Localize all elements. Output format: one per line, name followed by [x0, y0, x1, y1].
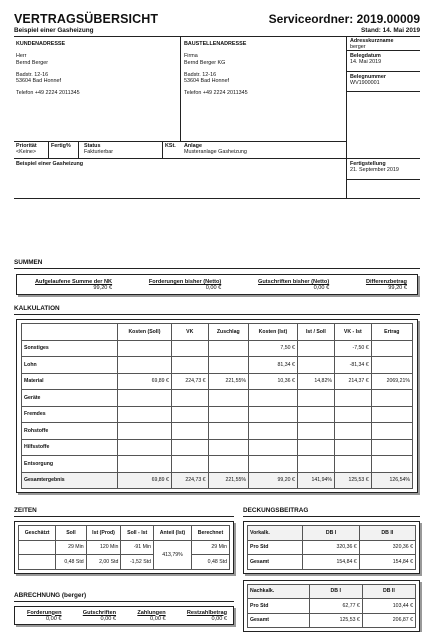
table-row: Gesamt 154,84 € 154,84 € — [248, 555, 416, 570]
calculation-box — [16, 319, 418, 493]
table-cell — [297, 390, 334, 407]
table-cell: 221,55% — [208, 373, 248, 390]
row-label: Lohn — [22, 357, 118, 374]
table-row — [22, 340, 413, 357]
site-address-line: Bernd Berger KG — [184, 60, 344, 66]
site-address-label: BAUSTELLENADRESSE — [184, 41, 344, 47]
site-address-line: Firma — [184, 53, 344, 59]
postcalc-table: Nachkalk. DB I DB II Pro Std 62,77 € 103,44 € Gesamt 125,53 € 206,87 € — [247, 584, 416, 629]
table-cell: 126,54% — [371, 472, 412, 489]
sum-item: Differenzbetrag 99,20 € — [366, 279, 407, 291]
site-address-line: 53604 Bad Honnef — [184, 78, 344, 84]
table-cell — [171, 406, 208, 423]
table-cell — [208, 423, 248, 440]
table-cell — [334, 439, 371, 456]
table-cell — [171, 340, 208, 357]
table-cell — [208, 390, 248, 407]
table-cell — [297, 423, 334, 440]
installation-label: Anlage — [184, 143, 247, 149]
customer-phone: Telefon +49 2224 2011345 — [16, 90, 176, 96]
table-cell — [334, 423, 371, 440]
row-label: Geräte — [22, 390, 118, 407]
table-row — [22, 406, 413, 423]
table-row — [22, 390, 413, 407]
calculation-table — [21, 323, 413, 489]
priority-field — [16, 143, 37, 156]
table-cell — [171, 357, 208, 374]
table-row — [22, 456, 413, 473]
table-cell — [371, 456, 412, 473]
table-cell — [249, 390, 298, 407]
table-row: Pro Std 62,77 € 103,44 € — [248, 599, 416, 614]
table-cell — [334, 406, 371, 423]
row-label: Sonstiges — [22, 340, 118, 357]
completion-field — [350, 161, 420, 174]
times-box — [14, 521, 234, 574]
table-cell — [249, 456, 298, 473]
table-cell — [371, 439, 412, 456]
table-cell: 14,82% — [297, 373, 334, 390]
customer-address-line: Bernd Berger — [16, 60, 176, 66]
status-label: Status — [84, 143, 113, 149]
document-number-label: Belegnummer — [350, 74, 420, 80]
site-address-line: Badstr. 12-16 — [184, 72, 344, 78]
progress-label: Fertig% — [51, 143, 71, 149]
priority-value: <Keine> — [16, 149, 37, 155]
table-cell — [371, 406, 412, 423]
short-name-value: berger — [350, 44, 420, 50]
table-cell — [208, 357, 248, 374]
order-number: Serviceordner: 2019.00009 — [269, 12, 420, 26]
billing-section-title: ABRECHNUNG (berger) — [14, 592, 234, 599]
table-cell — [371, 390, 412, 407]
table-cell: 99,20 € — [249, 472, 298, 489]
table-cell — [171, 390, 208, 407]
times-section-title: ZEITEN — [14, 507, 234, 514]
billing-box — [14, 606, 234, 625]
row-label: Hilfsstoffe — [22, 439, 118, 456]
table-row: 0,48 Std 2,00 Std -1,52 Std 0,48 Std — [19, 555, 230, 570]
document-date-field — [350, 53, 420, 66]
status-date: Stand: 14. Mai 2019 — [269, 27, 420, 34]
table-cell — [171, 439, 208, 456]
table-cell: 224,73 € — [171, 373, 208, 390]
row-label: Fremdes — [22, 406, 118, 423]
table-cell — [371, 423, 412, 440]
document-date-label: Belegdatum — [350, 53, 420, 59]
page-subtitle: Beispiel einer Gasheizung — [14, 27, 158, 34]
table-cell — [118, 340, 172, 357]
description: Beispiel einer Gasheizung — [16, 161, 83, 167]
table-cell — [171, 456, 208, 473]
contract-overview-page — [14, 12, 420, 631]
table-cell — [371, 340, 412, 357]
document-number-field — [350, 74, 420, 87]
table-cell: 125,53 € — [334, 472, 371, 489]
document-date-value: 14. Mai 2019 — [350, 59, 420, 65]
postcalc-box — [243, 580, 420, 632]
priority-label: Priorität — [16, 143, 37, 149]
status-field — [84, 143, 113, 156]
document-number-value: WV1900001 — [350, 80, 420, 86]
customer-address-label: KUNDENADRESSE — [16, 41, 176, 47]
table-cell — [334, 390, 371, 407]
billing-item: Restzahlbetrag 0,00 € — [187, 610, 227, 622]
table-cell: 214,37 € — [334, 373, 371, 390]
table-cell — [297, 357, 334, 374]
table-cell — [334, 456, 371, 473]
installation-value: Musteranlage Gasheizung — [184, 149, 247, 155]
table-cell — [208, 340, 248, 357]
calculation-section-title: KALKULATION — [14, 305, 420, 312]
table-cell — [171, 423, 208, 440]
cost-center-label: KSt. — [165, 143, 176, 149]
completion-label: Fertigstellung — [350, 161, 420, 167]
table-cell — [297, 456, 334, 473]
table-row — [22, 357, 413, 374]
table-cell — [118, 390, 172, 407]
table-cell: 69,89 € — [118, 472, 172, 489]
table-cell: -7,50 € — [334, 340, 371, 357]
cost-center-field — [165, 143, 176, 149]
table-row: 29 Min 120 Min -91 Min 413,79% 29 Min — [19, 540, 230, 555]
billing-item: Zahlungen 0,00 € — [137, 610, 165, 622]
sum-item: Forderungen bisher (Netto) 0,00 € — [149, 279, 221, 291]
precalc-table: Vorkalk. DB I DB II Pro Std 320,36 € 320,36 € Gesamt 154,84 € 154,84 € — [247, 525, 416, 570]
row-label: Material — [22, 373, 118, 390]
table-cell: 10,36 € — [249, 373, 298, 390]
header — [14, 12, 420, 34]
customer-address — [16, 41, 176, 97]
table-cell — [208, 456, 248, 473]
table-cell — [118, 357, 172, 374]
times-table: Geschätzt Soll Ist (Prod) Soll - Ist Anteil (Ist) Berechnet 29 Min 120 Min -91 Min 413,79% 29 Min 0,48 Std 2,00 Std -1,52 Std 0,48 Std — [18, 525, 230, 570]
customer-address-line: Badstr. 12-16 — [16, 72, 176, 78]
table-row: Pro Std 320,36 € 320,36 € — [248, 540, 416, 555]
site-address — [184, 41, 344, 97]
table-row — [22, 373, 413, 390]
table-cell — [118, 439, 172, 456]
table-cell — [118, 423, 172, 440]
table-row — [22, 472, 413, 489]
row-label: Gesamtergebnis — [22, 472, 118, 489]
installation-field — [184, 143, 247, 156]
row-label: Rohstoffe — [22, 423, 118, 440]
sum-item: Aufgelaufene Summe der NK 99,20 € — [35, 279, 112, 291]
table-cell — [118, 456, 172, 473]
table-cell — [249, 439, 298, 456]
table-cell — [297, 340, 334, 357]
status-value: Fakturierbar — [84, 149, 113, 155]
table-cell — [249, 406, 298, 423]
billing-item: Forderungen 0,00 € — [27, 610, 62, 622]
sums-section-title: SUMMEN — [14, 259, 420, 266]
table-row — [22, 439, 413, 456]
page-title: VERTRAGSÜBERSICHT — [14, 12, 158, 26]
short-name-label: Adresskurzname — [350, 38, 420, 44]
table-cell: -81,34 € — [334, 357, 371, 374]
table-cell: 69,89 € — [118, 373, 172, 390]
table-cell — [371, 357, 412, 374]
table-cell — [118, 406, 172, 423]
table-cell: 221,55% — [208, 472, 248, 489]
short-name-field — [350, 38, 420, 51]
row-label: Entsorgung — [22, 456, 118, 473]
table-cell: 224,73 € — [171, 472, 208, 489]
sums-box — [16, 274, 418, 295]
table-row: Gesamt 125,53 € 206,87 € — [248, 613, 416, 628]
table-row — [22, 423, 413, 440]
table-cell — [208, 439, 248, 456]
table-cell — [208, 406, 248, 423]
site-phone: Telefon +49 2224 2011345 — [184, 90, 344, 96]
info-block — [14, 37, 420, 199]
table-cell — [249, 423, 298, 440]
contribution-section-title: DECKUNGSBEITRAG — [243, 507, 420, 514]
table-cell: 141,94% — [297, 472, 334, 489]
table-cell: 7,50 € — [249, 340, 298, 357]
customer-address-line: 53604 Bad Honnef — [16, 78, 176, 84]
table-cell — [297, 439, 334, 456]
completion-value: 21. September 2019 — [350, 167, 420, 173]
precalc-box — [243, 521, 420, 574]
table-cell — [297, 406, 334, 423]
billing-item: Gutschriften 0,00 € — [83, 610, 116, 622]
sum-item: Gutschriften bisher (Netto) 0,00 € — [258, 279, 329, 291]
progress-field — [51, 143, 71, 149]
table-cell: 2069,21% — [371, 373, 412, 390]
customer-address-line: Herr — [16, 53, 176, 59]
table-header-row: Kosten (Soll) VK Zuschlag Kosten (Ist) Ist / Soll VK - Ist Ertrag — [22, 324, 413, 341]
table-cell: 81,34 € — [249, 357, 298, 374]
